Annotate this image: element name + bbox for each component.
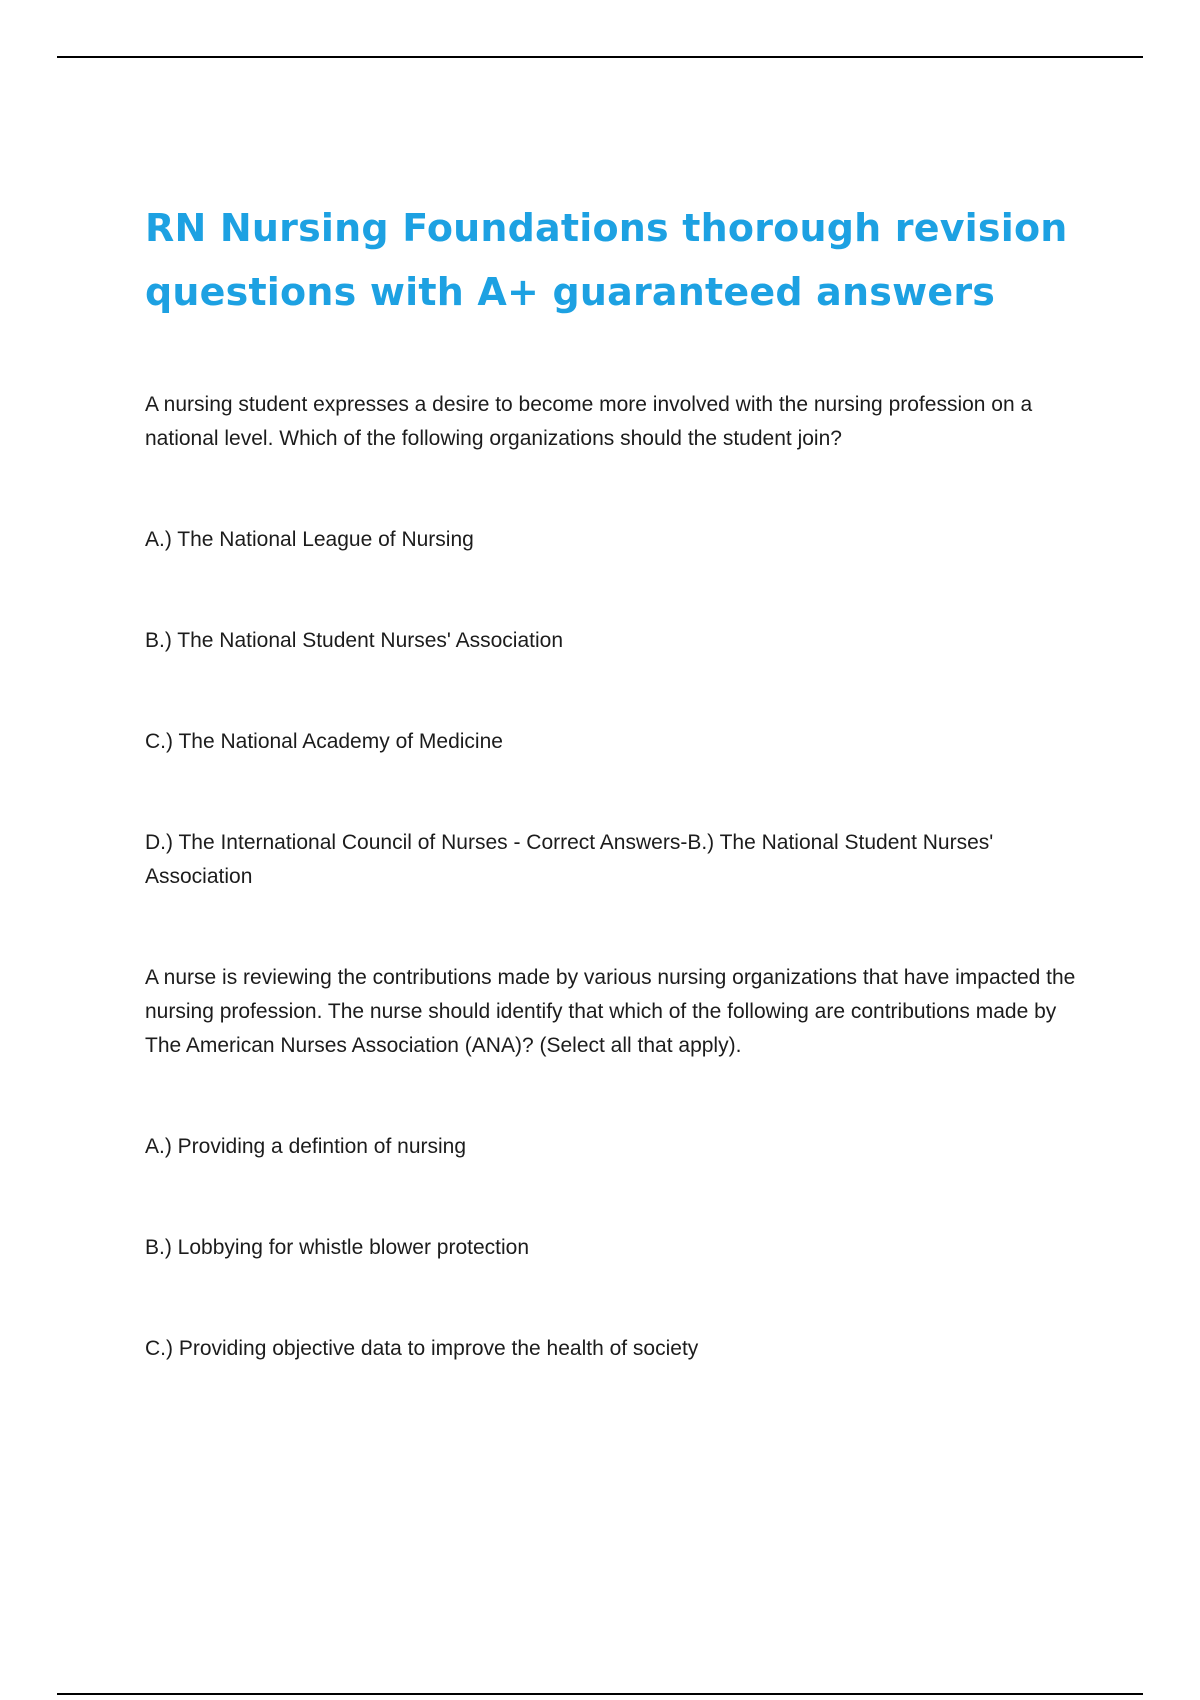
- question-1-prompt: A nursing student expresses a desire to become more involved with the nursing profession on a national level. Which of the following organizations should the student join?: [145, 393, 1033, 450]
- top-rule: [57, 56, 1143, 58]
- document-title: RN Nursing Foundations thorough revision questions with A+ guaranteed answers: [145, 206, 1068, 314]
- question-2-option-b: B.) Lobbying for whistle blower protection: [145, 1236, 530, 1259]
- question-1: [145, 388, 1095, 894]
- question-2-option-a: A.) Providing a defintion of nursing: [145, 1135, 467, 1158]
- question-1-option-b: B.) The National Student Nurses' Association: [145, 629, 564, 652]
- question-1-option-c: C.) The National Academy of Medicine: [145, 730, 503, 753]
- bottom-rule: [57, 1693, 1143, 1695]
- question-1-option-a: A.) The National League of Nursing: [145, 528, 474, 551]
- question-2: [145, 961, 1095, 1366]
- document-body: [145, 196, 1095, 1366]
- question-1-option-d-with-answer: D.) The International Council of Nurses - Correct Answers-B.) The National Student Nurses' Association: [145, 831, 994, 888]
- question-2-option-c: C.) Providing objective data to improve the health of society: [145, 1337, 699, 1360]
- question-2-prompt: A nurse is reviewing the contributions made by various nursing organizations that have impacted the nursing profession. The nurse should identify that which of the following are contributions made by The American Nurses Association (ANA)? (Select all that apply).: [145, 966, 1076, 1057]
